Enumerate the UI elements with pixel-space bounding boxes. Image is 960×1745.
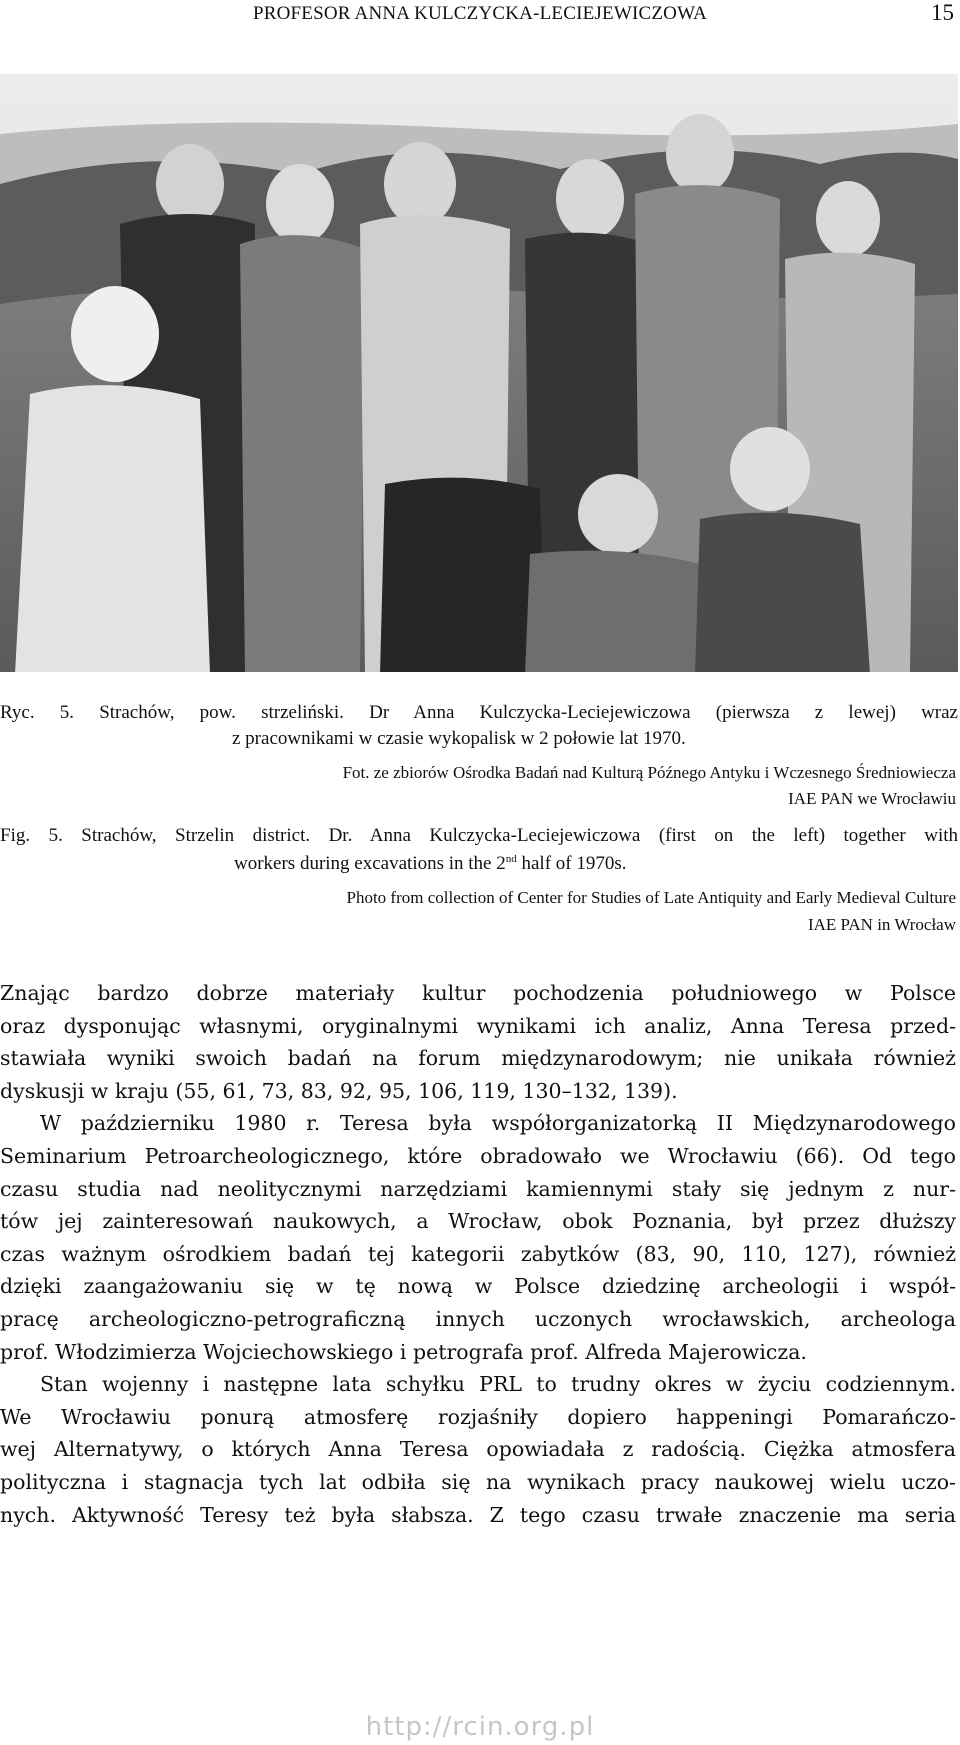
running-title: PROFESOR ANNA KULCZYCKA-LECIEJEWICZOWA (252, 3, 708, 24)
page-header (0, 0, 960, 40)
caption-en-line-2-end: half of 1970s. (516, 853, 627, 874)
credit-pl-line-2: IAE PAN we Wrocławiu (788, 789, 956, 808)
credit-en-line-1: Photo from collection of Center for Studies of Late Antiquity and Early Medieval Culture (346, 888, 956, 907)
caption-en-line-2 (0, 850, 958, 878)
paragraph-line: We Wrocławiu ponurą atmosferę rozjaśniły dopiero happeningi Pomarańczo- (0, 1404, 956, 1429)
paragraph-line: Znając bardzo dobrze materiały kultur pochodzenia południowego w Polsce (0, 981, 956, 1005)
credit-en-line-2: IAE PAN in Wrocław (807, 915, 956, 934)
paragraph-line: dzięki zaangażowaniu się w tę nową w Polsce dziedzinę archeologii i współ- (0, 1274, 956, 1299)
source-watermark: http://rcin.org.pl (365, 1712, 595, 1742)
paragraph-line: oraz dysponując własnymi, oryginalnymi wynikami ich analiz, Anna Teresa przed- (0, 1013, 956, 1038)
paragraph-line: tów jej zainteresowań naukowych, a Wrocław, obok Poznania, był przez dłuższy (0, 1209, 956, 1234)
paragraph-line: czas ważnym ośrodkiem badań tej kategorii zabytków (83, 90, 110, 127), również (0, 1241, 956, 1266)
caption-en-line-2-start: workers during excavations in the 2 (234, 853, 506, 874)
photo-credit-english (0, 884, 956, 938)
paragraph-line: Seminarium Petroarcheologicznego, które obradowało we Wrocławiu (66). Od tego (0, 1143, 956, 1168)
figure-caption-english (0, 822, 958, 878)
caption-pl-line-2: z pracownikami w czasie wykopalisk w 2 połowie lat 1970. (232, 728, 686, 749)
page-number: 15 (931, 0, 954, 25)
paragraph-line: wej Alternatywy, o których Anna Teresa opowiadała z radością. Ciężka atmosfera (0, 1437, 956, 1462)
credit-pl-line-1: Fot. ze zbiorów Ośrodka Badań nad Kulturą Późnego Antyku i Wczesnego Średniowiecza (342, 763, 956, 782)
paragraph-line: polityczna i stagnacja tych lat odbiła się na wynikach pracy naukowej wielu uczo- (0, 1469, 956, 1494)
figure-caption-polish (0, 700, 958, 752)
paragraph-line: dyskusji w kraju (55, 61, 73, 83, 92, 95, 106, 119, 130–132, 139). (0, 1078, 678, 1103)
caption-pl-line-1: Ryc. 5. Strachów, pow. strzeliński. Dr Anna Kulczycka-Leciejewiczowa (pierwsza z lewej) wraz (0, 702, 958, 723)
ordinal-superscript: nd (505, 853, 517, 865)
caption-en-line-1: Fig. 5. Strachów, Strzelin district. Dr. Anna Kulczycka-Leciejewiczowa (first on the left) together with (0, 825, 958, 846)
paragraph-line: stawiała wyniki swoich badań na forum międzynarodowym; nie unikała również (0, 1046, 956, 1071)
photo-credit-polish (0, 760, 956, 812)
paragraph-line: Stan wojenny i następne lata schyłku PRL to trudny okres w życiu codziennym. (40, 1372, 956, 1397)
body-text (0, 977, 956, 1531)
group-photo-illustration (0, 74, 958, 672)
paragraph-line: W październiku 1980 r. Teresa była współorganizatorką II Międzynarodowego (40, 1111, 956, 1136)
paragraph-line: nych. Aktywność Teresy też była słabsza. Z tego czasu trwałe znaczenie ma seria (0, 1502, 956, 1527)
paragraph-line: prof. Włodzimierza Wojciechowskiego i petrografa prof. Alfreda Majerowicza. (0, 1339, 807, 1364)
paragraph-line: czasu studia nad neolitycznymi narzędziami kamiennymi stały się jednym z nur- (0, 1176, 956, 1201)
paragraph-line: pracę archeologiczno-petrograficzną innych uczonych wrocławskich, archeologa (0, 1306, 956, 1331)
group-photo (0, 74, 958, 672)
